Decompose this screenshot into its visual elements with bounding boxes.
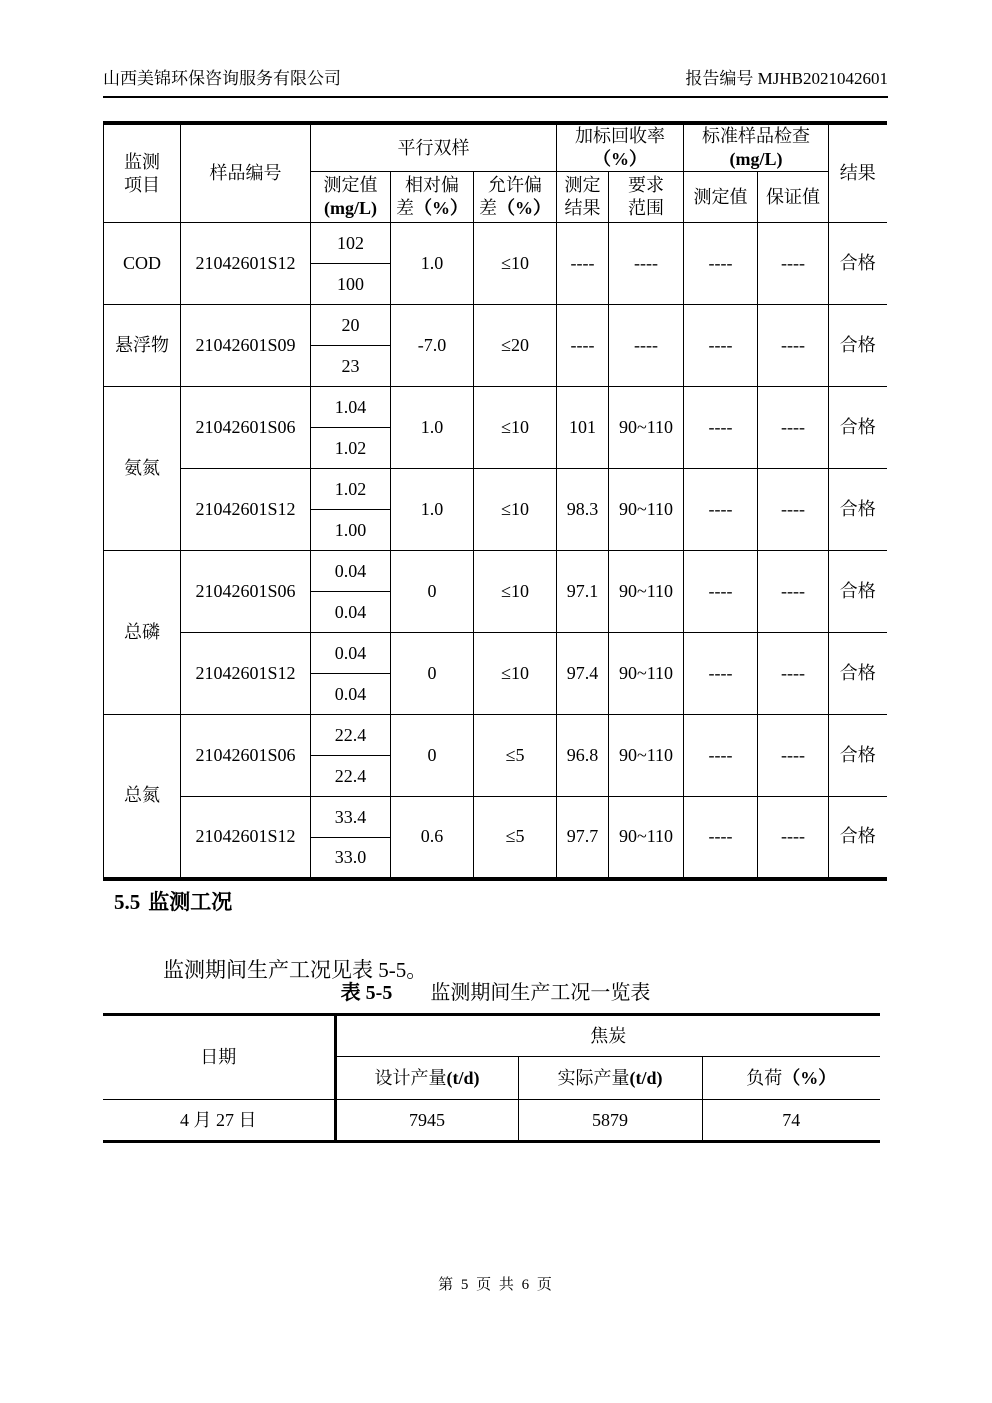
standard-measured-cell: ---- (684, 305, 758, 387)
document-header (103, 64, 888, 98)
result-cell: 合格 (829, 469, 887, 551)
spike-range-cell: ---- (609, 223, 684, 305)
relative-deviation-cell: 1.0 (391, 387, 474, 469)
spike-result-cell: 97.1 (557, 551, 609, 633)
date-header-cell: 日期 (103, 1015, 335, 1100)
qa-qc-table (103, 121, 887, 881)
qa-sample-row (104, 387, 887, 428)
spike-result-cell: 97.7 (557, 797, 609, 879)
qa-sample-row (104, 797, 887, 838)
result-cell: 合格 (829, 387, 887, 469)
measured-value-2-cell: 100 (311, 264, 391, 305)
measured-value-1-cell: 102 (311, 223, 391, 264)
relative-deviation-cell: 0 (391, 633, 474, 715)
project-cell: 总磷 (104, 551, 181, 715)
standard-measured-cell: ---- (684, 715, 758, 797)
qa-sample-row (104, 551, 887, 592)
standard-measured-cell: ---- (684, 223, 758, 305)
allowed-deviation-cell: ≤5 (474, 797, 557, 879)
section-title: 监测工况 (148, 890, 233, 914)
standard-guaranteed-cell: ---- (758, 469, 829, 551)
measured-value-2-cell: 1.02 (311, 428, 391, 469)
spike-range-cell: 90~110 (609, 469, 684, 551)
qa-sample-row (104, 715, 887, 756)
spike-range-cell: 90~110 (609, 797, 684, 879)
measured-value-2-cell: 23 (311, 346, 391, 387)
col-header-result: 结果 (829, 123, 887, 223)
qa-sample-row (104, 223, 887, 264)
result-cell: 合格 (829, 551, 887, 633)
standard-guaranteed-cell: ---- (758, 797, 829, 879)
standard-measured-cell: ---- (684, 551, 758, 633)
standard-guaranteed-cell: ---- (758, 551, 829, 633)
spike-range-cell: 90~110 (609, 715, 684, 797)
qa-sample-row (104, 305, 887, 346)
measured-value-2-cell: 0.04 (311, 592, 391, 633)
allowed-deviation-cell: ≤5 (474, 715, 557, 797)
col-header-relative-deviation: 相对偏 差（%） (391, 172, 474, 223)
qa-sample-row (104, 469, 887, 510)
col-header-measured-value: 测定值 (mg/L) (311, 172, 391, 223)
table-caption-label: 表 5-5 (340, 982, 393, 1004)
company-name: 山西美锦环保咨询服务有限公司 (103, 69, 341, 88)
result-cell: 合格 (829, 633, 887, 715)
table-caption (103, 976, 888, 1005)
date-cell: 4 月 27 日 (103, 1100, 335, 1142)
result-cell: 合格 (829, 715, 887, 797)
production-data-row (103, 1100, 880, 1142)
standard-guaranteed-cell: ---- (758, 715, 829, 797)
measured-value-1-cell: 1.04 (311, 387, 391, 428)
project-cell: 总氮 (104, 715, 181, 879)
design-output-header-cell: 设计产量(t/d) (335, 1057, 518, 1100)
col-header-project: 监测 项目 (104, 123, 181, 223)
sample-id-cell: 21042601S12 (181, 797, 311, 879)
actual-output-header-cell: 实际产量(t/d) (518, 1057, 702, 1100)
relative-deviation-cell: -7.0 (391, 305, 474, 387)
allowed-deviation-cell: ≤10 (474, 633, 557, 715)
product-header-cell: 焦炭 (335, 1015, 880, 1057)
standard-measured-cell: ---- (684, 797, 758, 879)
measured-value-2-cell: 33.0 (311, 838, 391, 879)
report-number: 报告编号 MJHB2021042601 (685, 69, 888, 88)
standard-measured-cell: ---- (684, 633, 758, 715)
col-header-spike-range: 要求 范围 (609, 172, 684, 223)
standard-measured-cell: ---- (684, 469, 758, 551)
spike-range-cell: 90~110 (609, 551, 684, 633)
design-output-cell: 7945 (335, 1100, 518, 1142)
page-number-footer: 第 5 页 共 6 页 (438, 1277, 554, 1293)
project-cell: 悬浮物 (104, 305, 181, 387)
sample-id-cell: 21042601S06 (181, 551, 311, 633)
col-header-standard-measured: 测定值 (684, 172, 758, 223)
spike-result-cell: ---- (557, 305, 609, 387)
qa-sample-row (104, 633, 887, 674)
measured-value-2-cell: 0.04 (311, 674, 391, 715)
actual-output-cell: 5879 (518, 1100, 702, 1142)
col-header-allowed-deviation: 允许偏 差（%） (474, 172, 557, 223)
spike-result-cell: 96.8 (557, 715, 609, 797)
col-header-spike-result: 测定 结果 (557, 172, 609, 223)
col-header-sample-id: 样品编号 (181, 123, 311, 223)
relative-deviation-cell: 1.0 (391, 223, 474, 305)
col-header-spike-recovery-group: 加标回收率 （%） (557, 123, 684, 172)
allowed-deviation-cell: ≤20 (474, 305, 557, 387)
spike-result-cell: 97.4 (557, 633, 609, 715)
allowed-deviation-cell: ≤10 (474, 387, 557, 469)
relative-deviation-cell: 0 (391, 551, 474, 633)
sample-id-cell: 21042601S12 (181, 469, 311, 551)
spike-result-cell: 101 (557, 387, 609, 469)
spike-result-cell: ---- (557, 223, 609, 305)
measured-value-1-cell: 20 (311, 305, 391, 346)
section-paragraph: 监测期间生产工况见表 5-5。 (163, 958, 428, 982)
spike-range-cell: 90~110 (609, 387, 684, 469)
table-caption-title: 监测期间生产工况一览表 (430, 982, 651, 1004)
allowed-deviation-cell: ≤10 (474, 551, 557, 633)
measured-value-1-cell: 0.04 (311, 633, 391, 674)
col-header-standard-guaranteed: 保证值 (758, 172, 829, 223)
standard-guaranteed-cell: ---- (758, 223, 829, 305)
project-cell: 氨氮 (104, 387, 181, 551)
relative-deviation-cell: 0 (391, 715, 474, 797)
standard-guaranteed-cell: ---- (758, 633, 829, 715)
section-heading (114, 886, 232, 916)
sample-id-cell: 21042601S12 (181, 633, 311, 715)
measured-value-1-cell: 33.4 (311, 797, 391, 838)
sample-id-cell: 21042601S06 (181, 387, 311, 469)
spike-range-cell: ---- (609, 305, 684, 387)
sample-id-cell: 21042601S09 (181, 305, 311, 387)
standard-guaranteed-cell: ---- (758, 305, 829, 387)
measured-value-1-cell: 1.02 (311, 469, 391, 510)
relative-deviation-cell: 0.6 (391, 797, 474, 879)
measured-value-1-cell: 0.04 (311, 551, 391, 592)
measured-value-1-cell: 22.4 (311, 715, 391, 756)
sample-id-cell: 21042601S06 (181, 715, 311, 797)
measured-value-2-cell: 22.4 (311, 756, 391, 797)
production-table (103, 1013, 880, 1143)
load-header-cell: 负荷（%） (702, 1057, 880, 1100)
result-cell: 合格 (829, 305, 887, 387)
project-cell: COD (104, 223, 181, 305)
measured-value-2-cell: 1.00 (311, 510, 391, 551)
spike-range-cell: 90~110 (609, 633, 684, 715)
allowed-deviation-cell: ≤10 (474, 223, 557, 305)
standard-guaranteed-cell: ---- (758, 387, 829, 469)
col-header-parallel-group: 平行双样 (311, 123, 557, 172)
col-header-standard-sample-group: 标准样品检查 (mg/L) (684, 123, 829, 172)
relative-deviation-cell: 1.0 (391, 469, 474, 551)
section-number: 5.5 (114, 890, 141, 914)
allowed-deviation-cell: ≤10 (474, 469, 557, 551)
load-cell: 74 (702, 1100, 880, 1142)
standard-measured-cell: ---- (684, 387, 758, 469)
sample-id-cell: 21042601S12 (181, 223, 311, 305)
result-cell: 合格 (829, 223, 887, 305)
result-cell: 合格 (829, 797, 887, 879)
spike-result-cell: 98.3 (557, 469, 609, 551)
